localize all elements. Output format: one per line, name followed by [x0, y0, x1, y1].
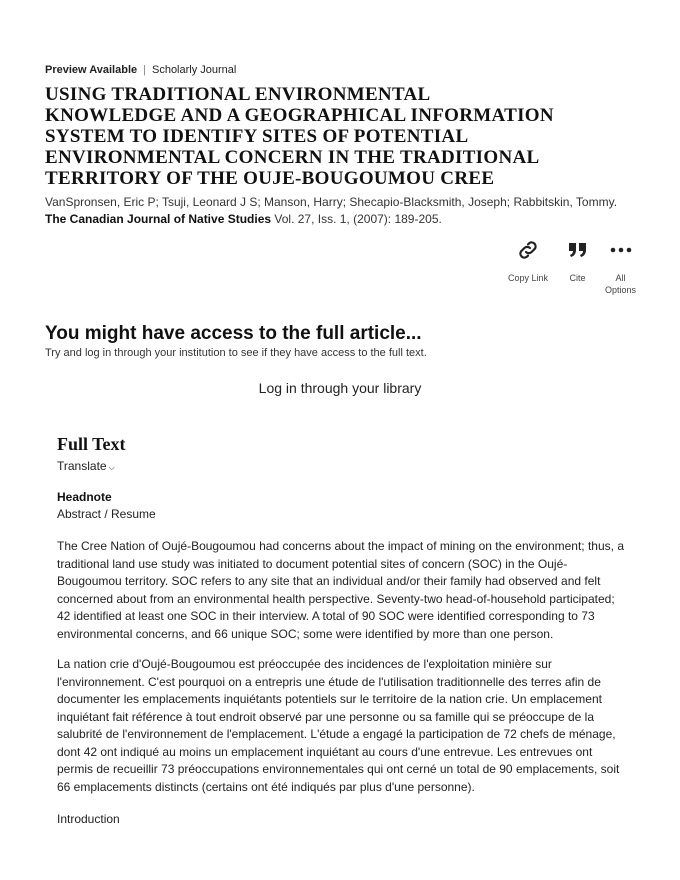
citation-journal[interactable]: The Canadian Journal of Native Studies [45, 212, 272, 226]
link-icon [516, 236, 540, 264]
more-icon [609, 236, 633, 264]
translate-label: Translate [57, 459, 107, 473]
document-title: USING TRADITIONAL ENVIRONMENTAL KNOWLEDGE AND A GEOGRAPHICAL INFORMATION SYSTEM TO IDENTIFY SITES OF POTENTIAL ENVIRONMENTAL CONCERN IN THE TRADITIONAL TERRITORY OF THE OUJE-BOUGOUMOU CREE [45, 84, 554, 189]
cite-button[interactable] [556, 236, 599, 296]
access-text: Try and log in through your institution to see if they have access to the full text. [45, 347, 427, 359]
all-options-button[interactable] [599, 236, 642, 296]
quote-icon [566, 236, 590, 264]
document-actions [500, 236, 642, 296]
citation-authors[interactable]: VanSpronsen, Eric P; Tsuji, Leonard J S; Manson, Harry; Shecapio-Blacksmith, Joseph; Rabbitskin, Tommy. [45, 195, 618, 209]
full-text-heading: Full Text [57, 434, 126, 454]
abstract-french: La nation crie d'Oujé-Bougoumou est préoccupée des incidences de l'exploitation minière sur l'environnement. C'est pourquoi on a entrepris une étude de l'utilisation traditionnelle des terres afin de documenter les emplacements inquiétants potentiels sur le territoire de la nation crie. Un emplacement inquiétant fait référence à tout endroit observé par une personne ou sa famille qui se préoccupe de la salubrité de l'environnement de l'emplacement. L'étude a engagé la participation de 72 chefs de ménage, dont 42 ont indiqué au moins un emplacement inquiétant au cours d'une entrevue. Les entrevues ont permis de recueillir 73 préoccupations environnementales qui ont cerné un total de 90 emplacements, soit 66 emplacements distincts (certains ont été indiqués par plus d'une personne). [57, 657, 620, 794]
copy-link-button[interactable] [500, 236, 556, 296]
introduction-heading: Introduction [57, 812, 120, 826]
abstract-english: The Cree Nation of Oujé-Bougoumou had concerns about the impact of mining on the environment; thus, a traditional land use study was initiated to document potential sites of concern (SOC) in the Oujé-Bougoumou territory. SOC refers to any site that an individual and/or their family had observed and felt concerned about from an environmental health perspective. Seventy-two head-of-household participated; 42 identified at least one SOC in their interview. A total of 90 SOC were identified corresponding to 73 environmental concerns, and 66 unique SOC; some were identified by more than one person. [57, 539, 624, 641]
chevron-down-icon: ⌵ [108, 463, 115, 472]
translate-dropdown[interactable] [57, 459, 115, 473]
document-meta [45, 64, 236, 76]
all-options-label: All Options [604, 273, 637, 295]
cite-label: Cite [569, 273, 586, 283]
citation-details: Vol. 27, Iss. 1, (2007): 189-205. [274, 212, 442, 226]
access-heading: You might have access to the full article... [45, 323, 422, 344]
meta-separator: | [143, 64, 146, 76]
library-login-link[interactable]: Log in through your library [258, 380, 422, 396]
citation [45, 194, 635, 228]
headnote-heading: Headnote [57, 490, 112, 504]
document-type: Scholarly Journal [151, 64, 237, 76]
preview-available-badge: Preview Available [45, 64, 138, 76]
abstract-label: Abstract / Resume [57, 507, 156, 521]
copy-link-label: Copy Link [507, 273, 549, 283]
